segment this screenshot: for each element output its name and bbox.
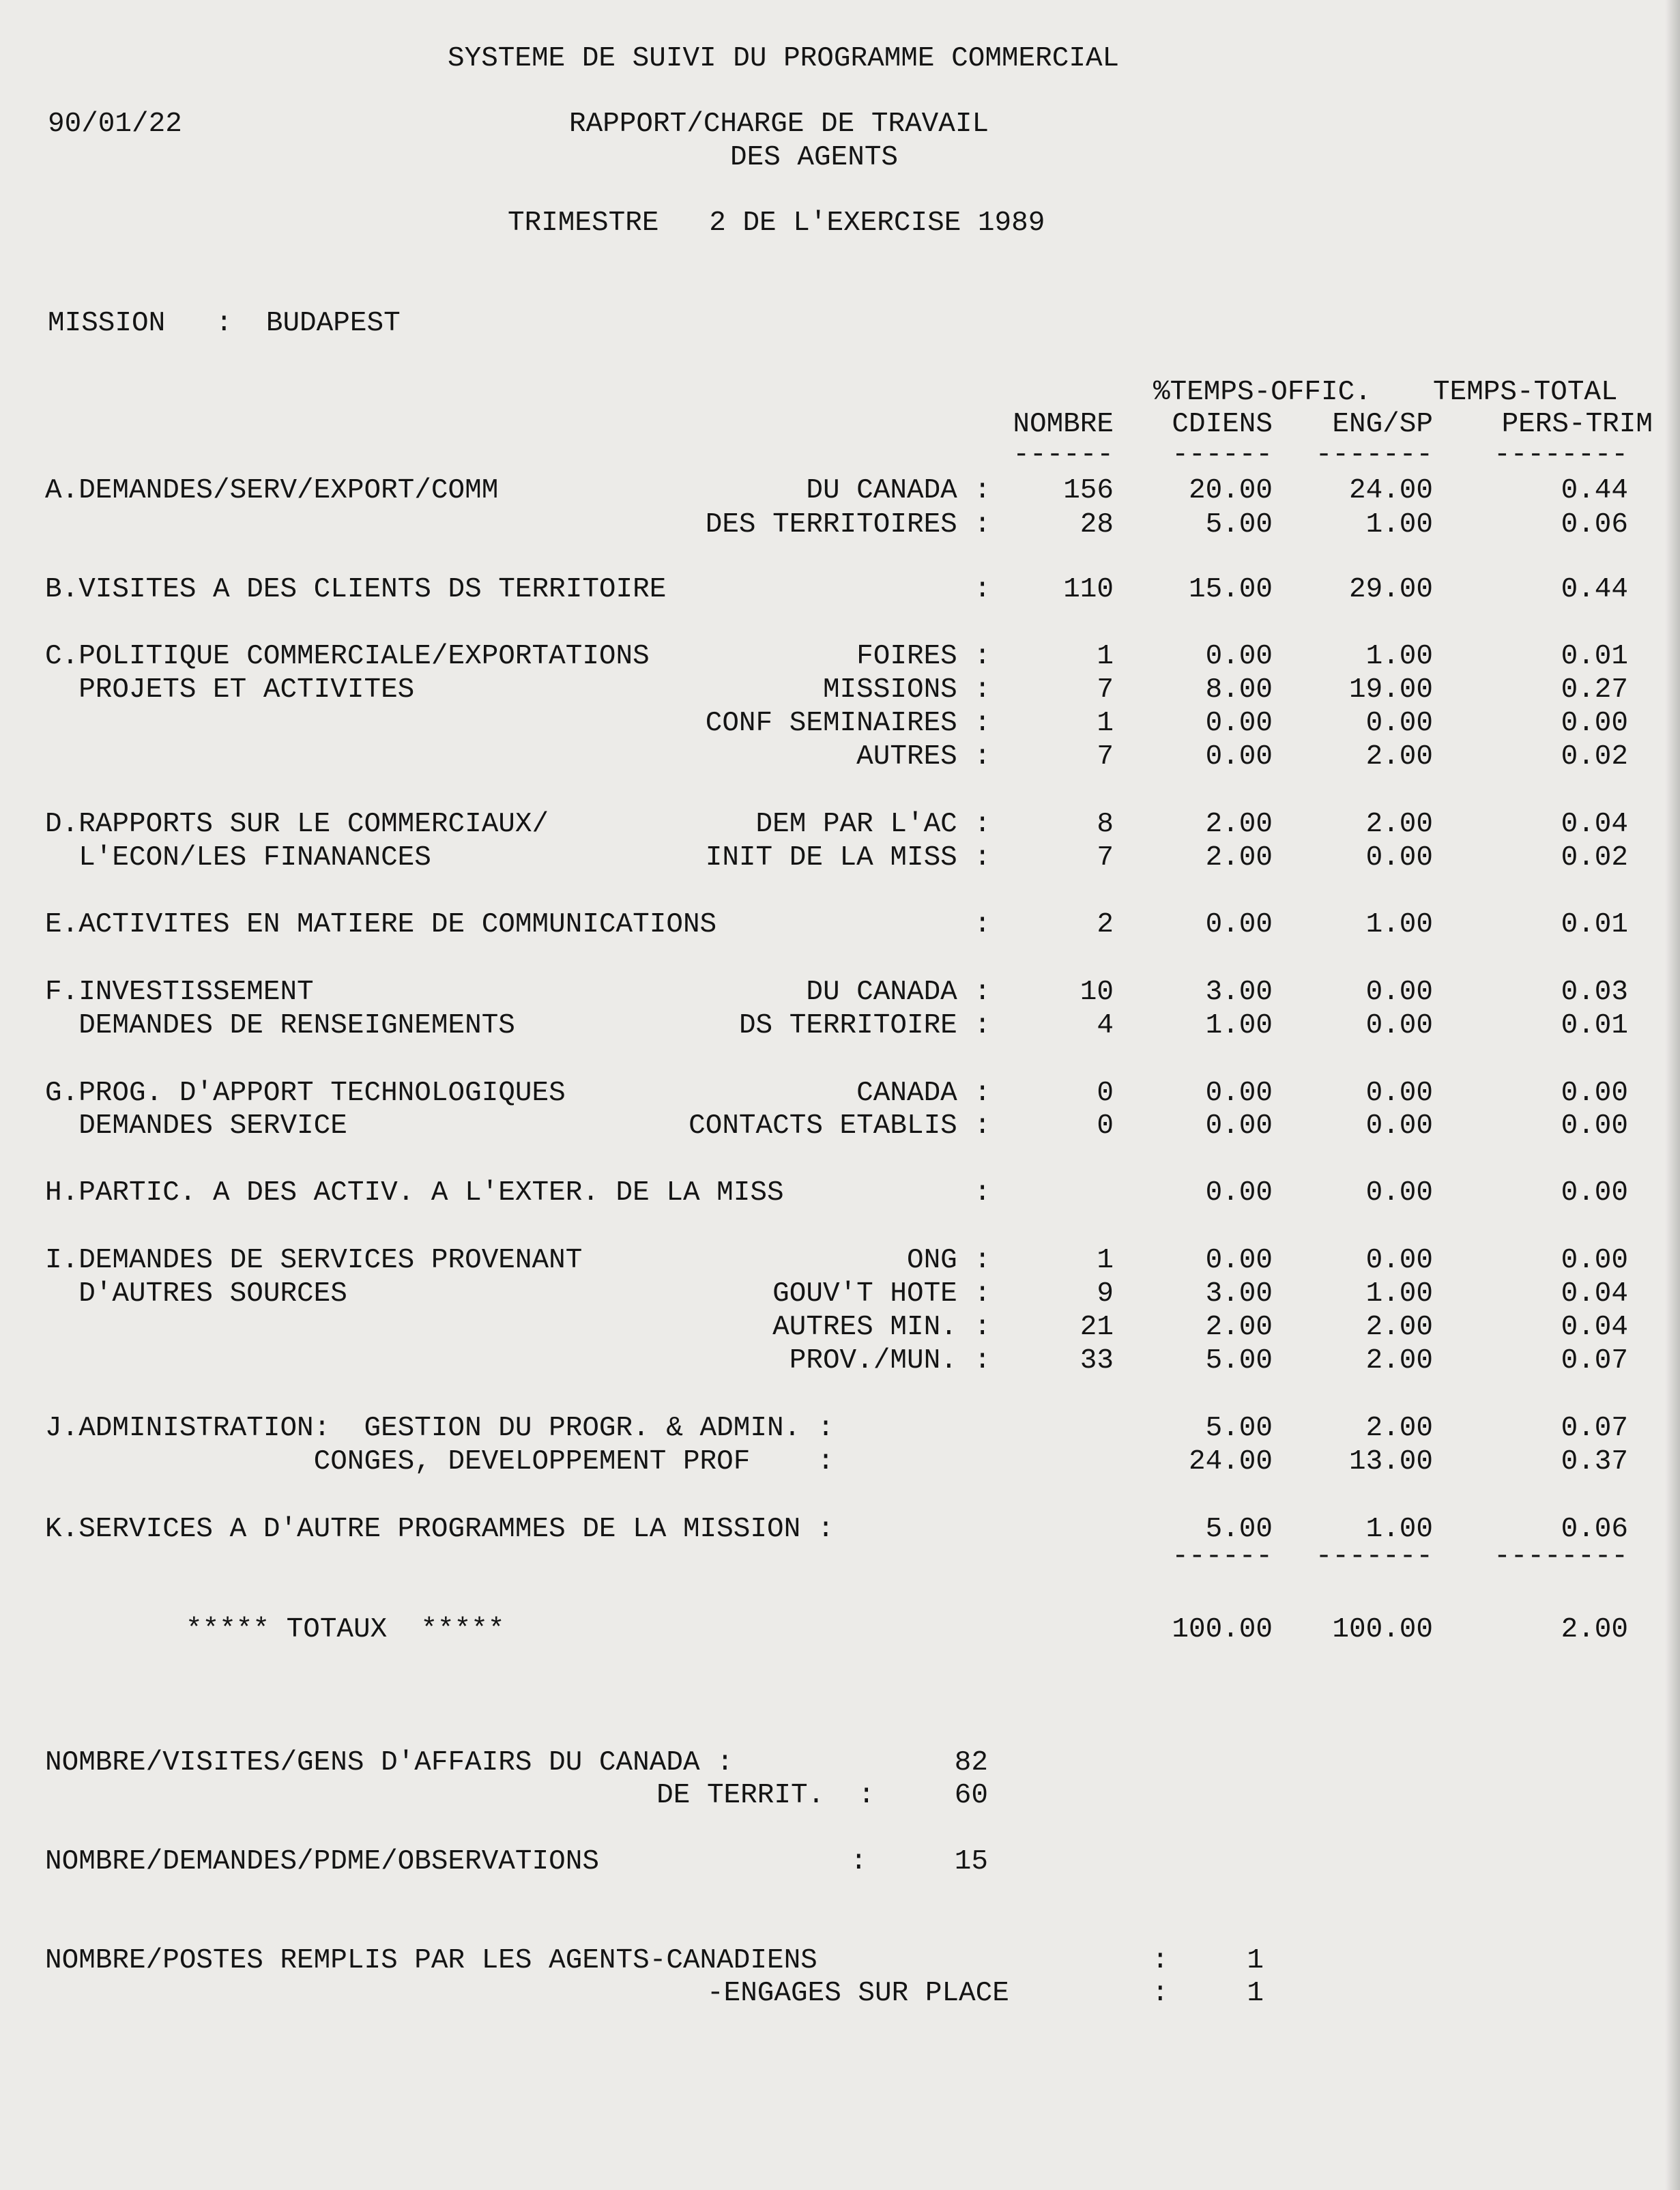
row-subcategory: INIT DE LA MISS : <box>705 842 991 874</box>
row-cdiens: 5.00 <box>1205 1345 1273 1377</box>
row-subcategory: CONTACTS ETABLIS : <box>689 1110 991 1142</box>
row-nombre: 1 <box>1097 708 1114 739</box>
scan-edge-shadow <box>1665 0 1680 2190</box>
row-cdiens: 0.00 <box>1205 1177 1273 1209</box>
row-engsp: 1.00 <box>1365 641 1433 672</box>
row-subcategory: GOUV'T HOTE : <box>772 1278 991 1310</box>
row-cdiens: 0.00 <box>1205 641 1273 672</box>
col-pers-header: PERS-TRIM <box>1501 409 1653 440</box>
totals-rule-cdiens: ------ <box>1172 1541 1273 1572</box>
row-nombre: 156 <box>1063 475 1114 506</box>
row-pers-trim: 0.06 <box>1561 1514 1628 1545</box>
row-nombre: 7 <box>1097 842 1114 874</box>
pdme-label: NOMBRE/DEMANDES/PDME/OBSERVATIONS <box>45 1846 599 1877</box>
row-nombre: 10 <box>1080 977 1114 1008</box>
row-engsp: 2.00 <box>1365 1413 1433 1444</box>
row-nombre: 33 <box>1080 1345 1114 1377</box>
row-subcategory: : <box>974 909 991 940</box>
col-cdiens-header: CDIENS <box>1172 409 1273 440</box>
row-subcategory: CONF SEMINAIRES : <box>705 708 991 739</box>
row-engsp: 24.00 <box>1348 475 1433 506</box>
row-pers-trim: 0.00 <box>1561 708 1628 739</box>
report-title-line1: RAPPORT/CHARGE DE TRAVAIL <box>569 109 989 140</box>
row-category: J.ADMINISTRATION: GESTION DU PROGR. & ADMIN. : <box>45 1413 835 1444</box>
row-engsp: 2.00 <box>1365 741 1433 773</box>
totals-engsp: 100.00 <box>1332 1614 1433 1645</box>
row-cdiens: 0.00 <box>1205 741 1273 773</box>
row-category: A.DEMANDES/SERV/EXPORT/COMM <box>45 475 499 506</box>
col-engsp-header: ENG/SP <box>1332 409 1433 440</box>
row-pers-trim: 0.27 <box>1561 674 1628 706</box>
row-cdiens: 15.00 <box>1188 574 1273 605</box>
row-engsp: 0.00 <box>1365 842 1433 874</box>
visits-territ-value: 60 <box>954 1780 988 1811</box>
row-pers-trim: 0.02 <box>1561 741 1628 773</box>
row-pers-trim: 0.06 <box>1561 509 1628 541</box>
row-engsp: 1.00 <box>1365 909 1433 940</box>
row-cdiens: 0.00 <box>1205 1078 1273 1109</box>
totals-label: ***** TOTAUX ***** <box>186 1614 505 1645</box>
row-pers-trim: 0.04 <box>1561 809 1628 840</box>
row-cdiens: 5.00 <box>1205 1413 1273 1444</box>
row-engsp: 0.00 <box>1365 1110 1433 1142</box>
row-cdiens: 5.00 <box>1205 509 1273 541</box>
row-category: B.VISITES A DES CLIENTS DS TERRITOIRE <box>45 574 667 605</box>
mission-line: MISSION : BUDAPEST <box>48 308 401 339</box>
col-total-header: TEMPS-TOTAL <box>1433 377 1618 408</box>
row-subcategory: : <box>974 574 991 605</box>
row-cdiens: 0.00 <box>1205 1245 1273 1276</box>
row-cdiens: 5.00 <box>1205 1514 1273 1545</box>
row-nombre: 0 <box>1097 1078 1114 1109</box>
engages-label: -ENGAGES SUR PLACE <box>707 1978 1009 2009</box>
totals-rule-pers: -------- <box>1494 1541 1628 1572</box>
row-pers-trim: 0.07 <box>1561 1413 1628 1444</box>
row-pers-trim: 0.00 <box>1561 1245 1628 1276</box>
row-nombre: 4 <box>1097 1010 1114 1041</box>
postes-cdn-value: 1 <box>1247 1945 1264 1976</box>
row-engsp: 29.00 <box>1348 574 1433 605</box>
row-nombre: 21 <box>1080 1312 1114 1343</box>
row-pers-trim: 0.44 <box>1561 574 1628 605</box>
row-category: H.PARTIC. A DES ACTIV. A L'EXTER. DE LA MISS <box>45 1177 784 1209</box>
row-category: DEMANDES SERVICE <box>45 1110 347 1142</box>
row-engsp: 0.00 <box>1365 977 1433 1008</box>
col-group-header: %TEMPS-OFFIC. <box>1153 377 1372 408</box>
row-category: K.SERVICES A D'AUTRE PROGRAMMES DE LA MISSION : <box>45 1514 835 1545</box>
visits-territ-label: DE TERRIT. : <box>656 1780 875 1811</box>
row-pers-trim: 0.37 <box>1561 1446 1628 1478</box>
row-pers-trim: 0.44 <box>1561 475 1628 506</box>
row-pers-trim: 0.03 <box>1561 977 1628 1008</box>
row-cdiens: 20.00 <box>1188 475 1273 506</box>
row-cdiens: 1.00 <box>1205 1010 1273 1041</box>
row-subcategory: CANADA : <box>856 1078 991 1109</box>
row-cdiens: 3.00 <box>1205 1278 1273 1310</box>
row-pers-trim: 0.01 <box>1561 641 1628 672</box>
postes-label: NOMBRE/POSTES REMPLIS PAR LES AGENTS-CANADIENS <box>45 1945 817 1976</box>
row-subcategory: DES TERRITOIRES : <box>705 509 991 541</box>
row-cdiens: 2.00 <box>1205 842 1273 874</box>
engages-colon: : <box>1152 1978 1169 2009</box>
row-category: PROJETS ET ACTIVITES <box>45 674 415 706</box>
row-subcategory: MISSIONS : <box>822 674 991 706</box>
report-date: 90/01/22 <box>48 109 182 140</box>
row-pers-trim: 0.00 <box>1561 1177 1628 1209</box>
row-pers-trim: 0.01 <box>1561 909 1628 940</box>
row-pers-trim: 0.00 <box>1561 1110 1628 1142</box>
col-nombre-rule: ------ <box>1013 440 1114 471</box>
row-pers-trim: 0.04 <box>1561 1278 1628 1310</box>
row-nombre: 1 <box>1097 1245 1114 1276</box>
row-pers-trim: 0.00 <box>1561 1078 1628 1109</box>
row-nombre: 8 <box>1097 809 1114 840</box>
row-nombre: 2 <box>1097 909 1114 940</box>
row-pers-trim: 0.01 <box>1561 1010 1628 1041</box>
row-nombre: 28 <box>1080 509 1114 541</box>
row-engsp: 0.00 <box>1365 1177 1433 1209</box>
row-nombre: 9 <box>1097 1278 1114 1310</box>
col-cdiens-rule: ------ <box>1172 440 1273 471</box>
row-engsp: 0.00 <box>1365 1245 1433 1276</box>
row-subcategory: DU CANADA : <box>806 475 991 506</box>
row-subcategory: DS TERRITOIRE : <box>738 1010 991 1041</box>
row-pers-trim: 0.04 <box>1561 1312 1628 1343</box>
row-subcategory: FOIRES : <box>856 641 991 672</box>
row-subcategory: PROV./MUN. : <box>789 1345 991 1377</box>
row-cdiens: 2.00 <box>1205 809 1273 840</box>
row-category: L'ECON/LES FINANANCES <box>45 842 431 874</box>
row-category: E.ACTIVITES EN MATIERE DE COMMUNICATIONS <box>45 909 717 940</box>
row-cdiens: 0.00 <box>1205 909 1273 940</box>
row-category: I.DEMANDES DE SERVICES PROVENANT <box>45 1245 583 1276</box>
row-engsp: 1.00 <box>1365 1278 1433 1310</box>
row-engsp: 0.00 <box>1365 1010 1433 1041</box>
row-subcategory: AUTRES MIN. : <box>772 1312 991 1343</box>
row-nombre: 110 <box>1063 574 1114 605</box>
quarter-line: TRIMESTRE 2 DE L'EXERCISE 1989 <box>508 207 1045 239</box>
row-subcategory: AUTRES : <box>856 741 991 773</box>
pdme-value: 15 <box>954 1846 988 1877</box>
row-cdiens: 0.00 <box>1205 1110 1273 1142</box>
row-engsp: 13.00 <box>1348 1446 1433 1478</box>
row-engsp: 0.00 <box>1365 708 1433 739</box>
row-pers-trim: 0.07 <box>1561 1345 1628 1377</box>
row-nombre: 7 <box>1097 674 1114 706</box>
row-cdiens: 24.00 <box>1188 1446 1273 1478</box>
pdme-colon: : <box>850 1846 867 1877</box>
row-category: C.POLITIQUE COMMERCIALE/EXPORTATIONS <box>45 641 650 672</box>
row-cdiens: 0.00 <box>1205 708 1273 739</box>
row-cdiens: 8.00 <box>1205 674 1273 706</box>
row-category: CONGES, DEVELOPPEMENT PROF : <box>45 1446 835 1478</box>
row-engsp: 2.00 <box>1365 1345 1433 1377</box>
system-title: SYSTEME DE SUIVI DU PROGRAMME COMMERCIAL <box>448 43 1120 74</box>
row-category: D.RAPPORTS SUR LE COMMERCIAUX/ <box>45 809 549 840</box>
visits-canada-label: NOMBRE/VISITES/GENS D'AFFAIRS DU CANADA : <box>45 1747 734 1778</box>
row-nombre: 0 <box>1097 1110 1114 1142</box>
totals-rule-engsp: ------- <box>1315 1541 1433 1572</box>
row-engsp: 1.00 <box>1365 509 1433 541</box>
row-engsp: 19.00 <box>1348 674 1433 706</box>
row-nombre: 7 <box>1097 741 1114 773</box>
row-subcategory: DU CANADA : <box>806 977 991 1008</box>
report-title-line2: DES AGENTS <box>730 142 899 173</box>
postes-colon: : <box>1152 1945 1169 1976</box>
row-category: F.INVESTISSEMENT <box>45 977 314 1008</box>
postes-engages-value: 1 <box>1247 1978 1264 2009</box>
row-category: D'AUTRES SOURCES <box>45 1278 347 1310</box>
totals-pers: 2.00 <box>1561 1614 1628 1645</box>
row-pers-trim: 0.02 <box>1561 842 1628 874</box>
row-nombre: 1 <box>1097 641 1114 672</box>
col-engsp-rule: ------- <box>1315 440 1433 471</box>
col-pers-rule: -------- <box>1494 440 1628 471</box>
row-engsp: 1.00 <box>1365 1514 1433 1545</box>
row-cdiens: 3.00 <box>1205 977 1273 1008</box>
row-engsp: 2.00 <box>1365 809 1433 840</box>
visits-canada-value: 82 <box>954 1747 988 1778</box>
row-category: DEMANDES DE RENSEIGNEMENTS <box>45 1010 515 1041</box>
totals-cdiens: 100.00 <box>1172 1614 1273 1645</box>
row-subcategory: : <box>974 1177 991 1209</box>
col-nombre-header: NOMBRE <box>1013 409 1114 440</box>
row-engsp: 0.00 <box>1365 1078 1433 1109</box>
row-category: G.PROG. D'APPORT TECHNOLOGIQUES <box>45 1078 566 1109</box>
row-cdiens: 2.00 <box>1205 1312 1273 1343</box>
row-engsp: 2.00 <box>1365 1312 1433 1343</box>
row-subcategory: DEM PAR L'AC : <box>755 809 991 840</box>
row-subcategory: ONG : <box>906 1245 991 1276</box>
